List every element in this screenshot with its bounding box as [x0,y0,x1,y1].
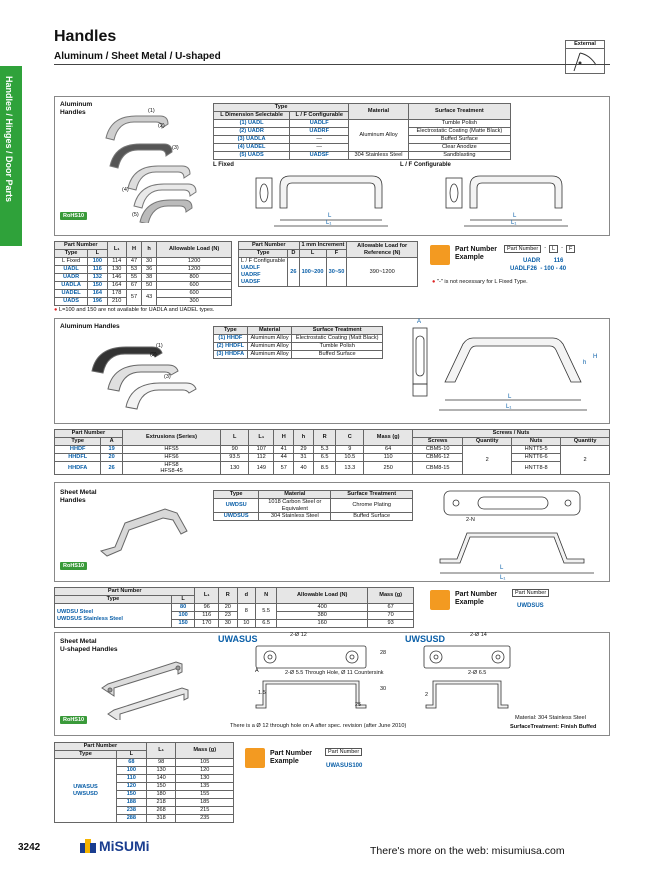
ushaped-type1: UWASUS [218,634,258,644]
rohs-badge-2: RoHS10 [60,562,87,570]
pn-example-header-2: Part Number [512,589,549,597]
external-badge [565,40,605,74]
sheet-part-table: Part Number L₁ R d N Allowable Load (N) Mass (g) Type L UWDSU Steel UWDSUS Stainless Steel 80 96 20 8 5.5 400 67 100 116 23 380 70 150 170 30 10 6.5 160 93 [54,587,414,628]
table-row: HHDFA 26 HFS8 HFS8-45 130 149 57 40 8.5 13.3 250 CBM8-15 HNTT8-8 [55,462,610,475]
ushaped-surface: SurfaceTreatment: Finish Buffed [510,724,597,730]
part-number-icon-3 [245,748,265,768]
table-row: UADL 116 130 53 36 1200 [55,266,232,274]
sheet-title: Sheet Metal Handles [60,489,97,504]
table-row: (1) UADL UADLF Aluminum Alloy Tumble Polish [214,120,511,128]
sheet-dim-L1: L₁ [500,575,506,581]
uwasus-drawing [250,638,390,716]
rohs-badge-3: RoHS10 [60,716,87,724]
side-tab-label: Handles / Hinges / Door Parts [4,76,14,203]
aluminum2-part-table: Part Number Extrusions (Series) L L₁ H h R C Mass (g) Screws / Nuts Type A Screws Quantity Nuts Quantity HHDF 19 HFS5 90 107 41 29 5.3 9 64 CBM5-10 2 HNTT5-5 2 HHDFL 20 HFS6 93.5 112 44 31 6.5 10.5 110 CBM6-12 HNTT6-6 HHDFA 26 HFS8 HFS8-45 130 149 57 40 8.5 13.3 250 CBM8-15 HNTT8-8 [54,429,610,475]
lfconf-dim-L1: L₁ [511,220,517,226]
table-row: 100 116 23 380 70 [55,612,414,620]
aluminum2-callout-1: (1) [156,343,163,349]
page-number: 3242 [18,842,41,853]
ushaped-note: There is a Ø 12 through hole on A after spec. revision (after June 2010) [230,723,407,729]
pn-example-header-1: Part Number - L - F [504,245,575,253]
uwasus-dim-25: 25 [355,702,362,708]
sheet-dim-2N: 2-N [466,517,475,523]
lfconf-label: L / F Configurable [400,162,451,168]
hhdf-dim-H: H [593,354,598,360]
sheet-handle-image [95,505,195,560]
brand-logo [80,838,150,854]
hhdf-dim-h: h [583,360,587,366]
ushaped-handles-image [92,648,202,720]
th-lf: L / F Configurable [290,112,349,120]
uwasus-dim-A: A [255,668,259,674]
table-row: UWASUS UWSUSD 68 98 105 [55,759,234,767]
table-row: L / F Configurable UADLF UADRF UADSF 26 100~200 30~50 390~1200 [239,258,418,287]
pn-ex-ushaped: UWASUS100 [326,763,363,769]
aluminum2-callout-3: (3) [164,374,171,380]
lfixed-dim-L: L [328,213,332,219]
aluminum-type-table [213,103,511,160]
lfconf-dim-L: L [513,213,517,219]
table-row: (4) UADEL — Clear Anodize [214,144,511,152]
aluminum2-title: Aluminum Handles [60,323,120,330]
table-row: UWDSU Steel UWDSUS Stainless Steel 80 96 20 8 5.5 400 67 [55,604,414,612]
page-title: Handles [54,28,117,45]
hhdf-dim-A: A [417,319,422,325]
th-surface: Surface Treatment [408,104,510,120]
hhdf-drawing [405,322,605,420]
hhdf-dim-L1: L₁ [506,404,512,410]
aluminum-callout-2: (2) [158,123,165,129]
pn-ex-sheet: UWDSUS [517,603,544,609]
table-row: (2) HHDFL Aluminum Alloy Tumble Polish [214,343,383,351]
table-row: UWDSUS 304 Stainless Steel Buffed Surface [214,513,413,521]
table-row: 288 318 235 [55,815,234,823]
pn-ex1: UADR 116 [523,258,564,264]
aluminum2-handles-image [80,333,200,413]
aluminum-callout-5: (5) [132,212,139,218]
table-row: 110 140 130 [55,775,234,783]
th-ldim: L Dimension Selectable [214,112,290,120]
ushaped-type2: UWSUSD [405,634,445,644]
uwsusd-dim-1: 2-Ø 14 [470,632,487,638]
ushaped-part-table: Part Number L₁ Mass (g) Type L UWASUS UWSUSD 68 98 105 100 130 120 110 140 130 120 150 135 150 180 155 188 218 185 238 268 215 288 318 235 [54,742,234,823]
table-row: UWDSU 1018 Carbon Steel or Equivalent Chrome Plating [214,499,413,513]
uwasus-dim-2: 2-Ø 5.5 Through Hole, Ø 11 Countersink [285,670,384,676]
pn-example-label-3: Part Number Example [270,750,313,765]
table-row: (5) UADS UADSF 304 Stainless Steel Sandblasting [214,152,511,160]
uwsusd-drawing [420,638,520,716]
rohs-badge-1: RoHS10 [60,212,87,220]
pn-example-header-3: Part Number [325,748,362,756]
sheet-dim-L: L [500,565,504,571]
part-number-icon-1 [430,245,450,265]
part-number-icon-2 [430,590,450,610]
external-label: External [566,41,604,49]
side-tab[interactable] [0,66,22,246]
misumi-logo-icon [80,839,96,853]
table-row: L Fixed 100 114 47 30 1200 [55,258,232,266]
table-row: 188 218 185 [55,799,234,807]
table-row: 120 150 135 [55,783,234,791]
uwasus-dim-28: 28 [380,650,387,656]
uwsusd-dim-2mm: 2 [425,692,429,698]
table-row: HHDFL 20 HFS6 93.5 112 44 31 6.5 10.5 110 CBM6-12 HNTT6-6 [55,454,610,462]
table-row: 150 180 155 [55,791,234,799]
aluminum-note: ● L=100 and 150 are not available for UADLA and UADEL types. [54,307,215,313]
table-row: UADLA 150 164 67 50 600 [55,282,232,290]
brand-name: MiSUMi [99,838,150,854]
pn-example-label-1: Part Number Example [455,246,498,261]
aluminum-handles-image [90,108,200,223]
uwsusd-dim-2: 2-Ø 6.5 [468,670,487,676]
aluminum2-callout-2: (2) [150,352,157,358]
table-row: UADR 132 146 55 38 800 [55,274,232,282]
th-material: Material [349,104,409,120]
header-rule [54,64,610,65]
lfixed-label: L Fixed [213,162,234,168]
lfixed-dim-L1: L₁ [326,220,332,226]
external-icon [566,49,604,74]
lf-config-table: Part Number 1 mm Increment Allowable Load for Reference (N) Type D L F L / F Configurable UADLF UADRF UADSF 26 100~200 30~50 390~1200 [238,241,418,287]
table-row: (3) HHDFA Aluminum Alloy Buffed Surface [214,351,383,359]
uwasus-dim-1: 2-Ø 12 [290,632,307,638]
table-row: (1) HHDF Aluminum Alloy Electrostatic Coating (Matt Black) [214,335,383,343]
ushaped-material: Material: 304 Stainless Steel [515,715,586,721]
table-row: HHDF 19 HFS5 90 107 41 29 5.3 9 64 CBM5-10 2 HNTT5-5 2 [55,446,610,454]
hhdf-dim-L: L [508,394,512,400]
aluminum2-type-table: Type Material Surface Treatment (1) HHDF Aluminum Alloy Electrostatic Coating (Matt Black) (2) HHDFL Aluminum Alloy Tumble Polish (3) HHDFA Aluminum Alloy Buffed Surface [213,326,383,359]
table-row: 150 170 30 10 6.5 160 93 [55,620,414,628]
aluminum-title: Aluminum Handles [60,101,93,116]
uwasus-dim-1_5: 1.5 [258,690,266,696]
page-subtitle: Aluminum / Sheet Metal / U-shaped [54,51,221,62]
uwasus-dim-30: 30 [380,686,387,692]
th-type: Type [214,104,349,112]
footer-text[interactable]: There's more on the web: misumiusa.com [370,845,565,857]
sheet-drawing [430,485,610,580]
table-row: 100 130 120 [55,767,234,775]
aluminum-callout-4: (4) [122,187,129,193]
aluminum-callout-1: (1) [148,108,155,114]
lfixed-drawing [250,168,400,230]
table-row: (2) UADR UADRF Electrostatic Coating (Matte Black) [214,128,511,136]
pn-example-label-2: Part Number Example [455,591,498,606]
lf-note: ● "-" is not necessary for L Fixed Type. [432,279,528,285]
pn-ex2: UADLF26 - 100 - 40 [510,266,567,272]
table-row: 238 268 215 [55,807,234,815]
ushaped-title: Sheet Metal U-shaped Handles [60,638,118,653]
table-row: UADS 196 210 300 [55,298,232,306]
aluminum-part-table: Part Number L₁ H h Allowable Load (N) Type L L Fixed 100 114 47 30 1200 UADL 116 130 53 36 1200 UADR 132 146 55 38 800 UADLA 150 164 67 50 600 UADEL 164 178 57 43 600 UADS 196 210 300 [54,241,232,306]
table-row: UADEL 164 178 57 43 600 [55,290,232,298]
aluminum-callout-3: (3) [172,145,179,151]
sheet-type-table: Type Material Surface Treatment UWDSU 1018 Carbon Steel or Equivalent Chrome Plating UWDSUS 304 Stainless Steel Buffed Surface [213,490,413,521]
table-row: (3) UADLA — Buffed Surface [214,136,511,144]
